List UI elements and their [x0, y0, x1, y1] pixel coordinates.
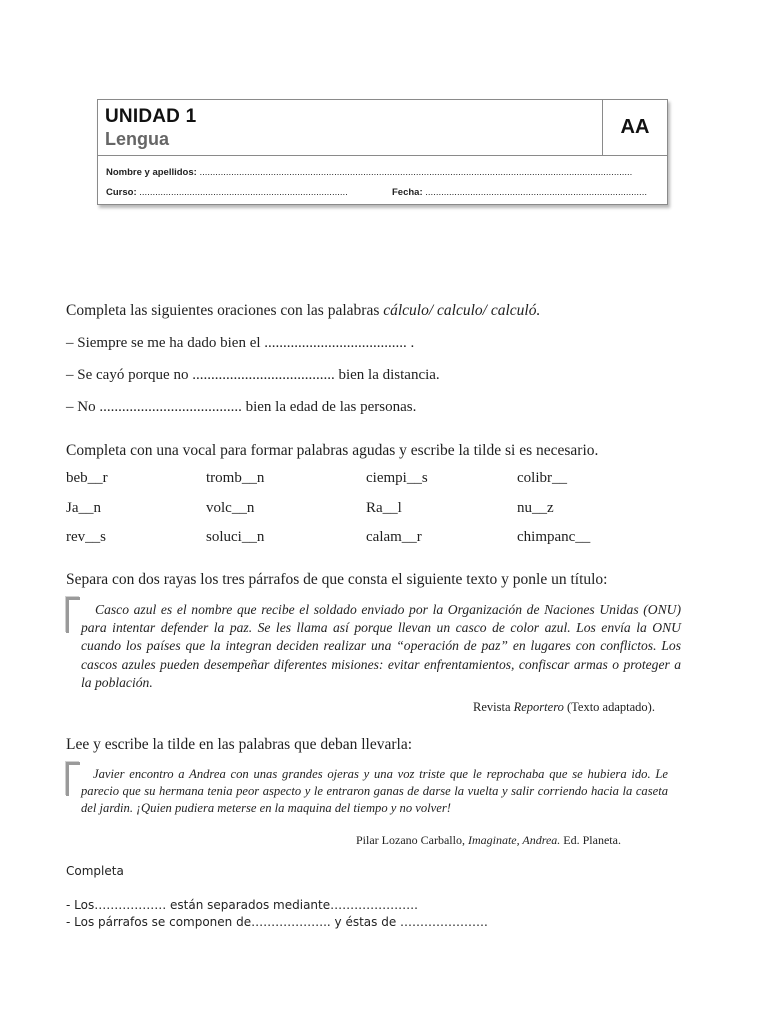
- name-label: Nombre y apellidos:: [106, 167, 197, 178]
- exercise1-line-2: – Se cayó porque no ...................................... bien la distancia.: [66, 367, 440, 383]
- exercise5-line-2: - Los párrafos se componen de……………….. y éstas de ………………….: [66, 915, 488, 929]
- source-title: Imaginate, Andrea.: [467, 833, 561, 847]
- exercise4-source: [356, 833, 621, 848]
- exercise4-instruction: Lee y escribe la tilde en las palabras que deban llevarla:: [66, 736, 413, 753]
- exercise3-source: [473, 700, 655, 715]
- word-item: colibr__: [517, 470, 567, 486]
- source-prefix: Revista: [473, 700, 511, 714]
- worksheet-header: [97, 99, 668, 205]
- word-item: volc__n: [206, 500, 255, 516]
- level-label: AA: [620, 116, 650, 138]
- word-item: ciempi__s: [366, 470, 428, 486]
- word-item: Ra__l: [366, 500, 402, 516]
- source-suffix: Ed. Planeta.: [563, 833, 621, 847]
- date-field: [392, 187, 660, 198]
- course-dots: ...............................................................................: [139, 187, 348, 198]
- word-item: rev__s: [66, 529, 106, 545]
- exercise2-instruction: Completa con una vocal para formar palabras agudas y escribe la tilde si es necesario.: [66, 442, 599, 459]
- word-item: nu__z: [517, 500, 554, 516]
- header-title-row: [98, 100, 667, 156]
- quote-bracket-icon: [66, 762, 80, 796]
- unit-title: UNIDAD 1: [105, 106, 197, 127]
- source-suffix: (Texto adaptado).: [566, 700, 655, 714]
- subject-title: Lengua: [105, 129, 170, 149]
- word-item: Ja__n: [66, 500, 101, 516]
- exercise4-text: Javier encontro a Andrea con unas grandes ojeras y una voz triste que le reprochaba que se hubiera ido. Le parecio que su hermana tenia peor aspecto y le entraron ganas de darse la vuelta y salir corriendo hacia la caseta del jardin. ¡Quien pudiera meterse en la maquina del tiempo y no volver!: [81, 767, 668, 815]
- source-author: Pilar Lozano Carballo,: [356, 833, 465, 847]
- name-field: [106, 167, 661, 178]
- word-item: calam__r: [366, 529, 422, 545]
- source-title: Reportero: [513, 700, 564, 714]
- exercise5-title: Completa: [66, 864, 124, 878]
- exercise1-line-3: – No ...................................... bien la edad de las personas.: [66, 399, 417, 415]
- exercise1-line-1: – Siempre se me ha dado bien el ...................................... .: [66, 335, 415, 351]
- word-item: beb__r: [66, 470, 108, 486]
- exercise1-word-options: cálculo/ calculo/ calculó.: [383, 302, 541, 319]
- name-dots: ....................................................................................................................................................................: [199, 167, 633, 178]
- exercise3-text: Casco azul es el nombre que recibe el soldado enviado por la Organización de Naciones Unidas (ONU) para intentar defender la paz. Se les llama así porque llevan un casco de color azul. Los envía la ONU cuando los países que la integran deciden realizar una “operación de paz” en lugares con conflictos. Los cascos azules pueden desempeñar diferentes misiones: evitar enfrentamientos, confiscar armas o proteger a la población.: [81, 602, 681, 690]
- date-label: Fecha:: [392, 187, 423, 198]
- quote-bracket-icon: [66, 597, 80, 633]
- level-cell: [602, 100, 667, 156]
- course-field: [106, 187, 391, 198]
- exercise1-instruction-text: Completa las siguientes oraciones con las palabras: [66, 302, 380, 319]
- word-item: chimpanc__: [517, 529, 591, 545]
- exercise5-line-1: - Los……………… están separados mediante………………….: [66, 898, 418, 912]
- date-dots: ....................................................................................: [425, 187, 647, 198]
- word-item: tromb__n: [206, 470, 265, 486]
- course-label: Curso:: [106, 187, 137, 198]
- exercise3-instruction: Separa con dos rayas los tres párrafos de que consta el siguiente texto y ponle un título:: [66, 571, 608, 588]
- word-item: soluci__n: [206, 529, 265, 545]
- exercise1-instruction: [66, 302, 540, 320]
